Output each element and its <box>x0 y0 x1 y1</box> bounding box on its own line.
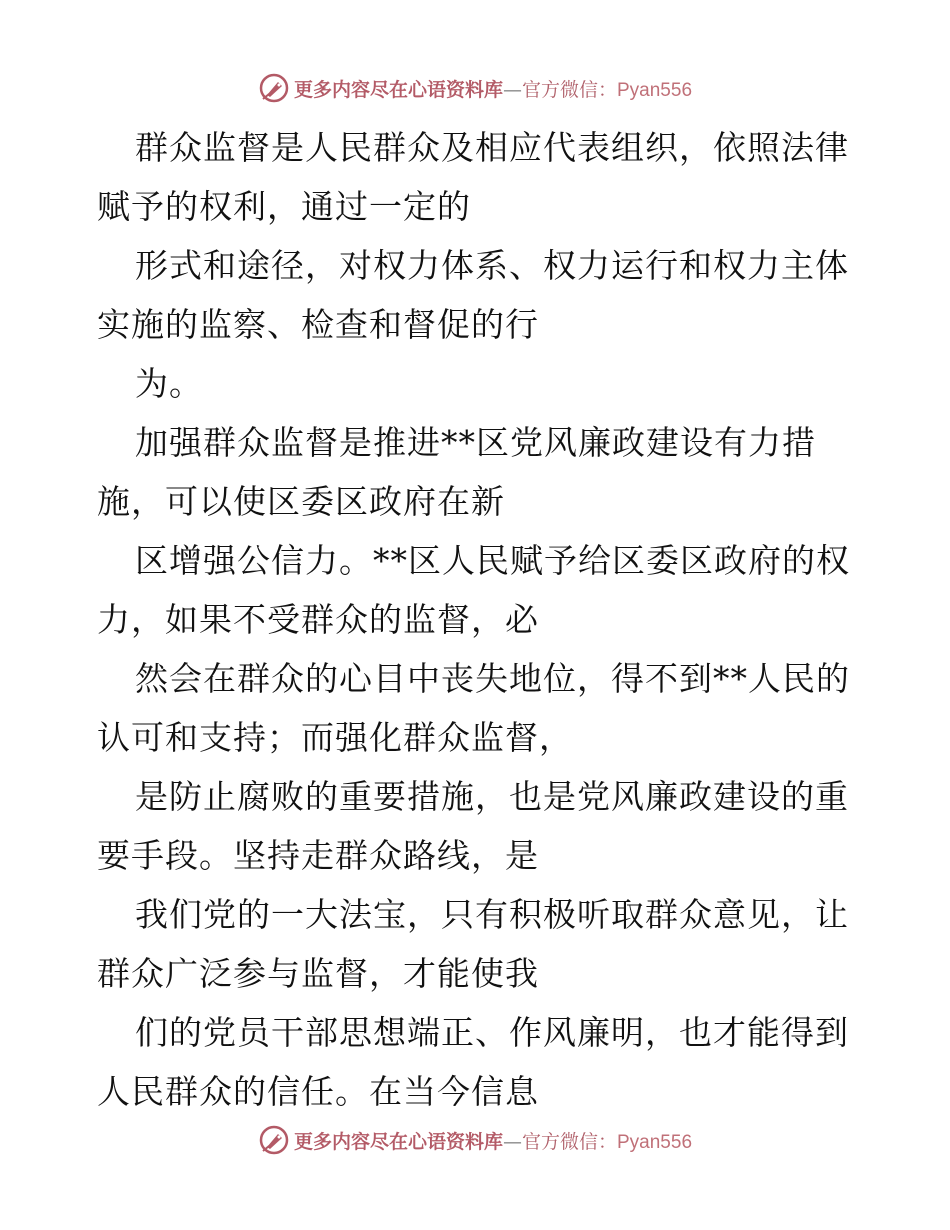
text-line: 我们党的一大法宝，只有积极听取群众意见，让 <box>135 895 849 934</box>
text-line: 加强群众监督是推进**区党风廉政建设有力措 <box>135 423 816 462</box>
text-line: 区增强公信力。**区人民赋予给区委区政府的权 <box>135 541 850 580</box>
banner-wechat-id: Pyan556 <box>617 79 693 101</box>
text-line: 力，如果不受群众的监督，必 <box>97 600 539 639</box>
text-line: 为。 <box>135 364 203 403</box>
banner-separator: — <box>502 78 522 101</box>
text-line: 要手段。坚持走群众路线，是 <box>97 836 539 875</box>
text-line: 是防止腐败的重要措施，也是党风廉政建设的重 <box>135 777 849 816</box>
document-body <box>97 118 857 1121</box>
banner-text <box>294 75 692 102</box>
text-line: 形式和途径，对权力体系、权力运行和权力主体 <box>135 246 849 285</box>
text-line: 们的党员干部思想端正、作风廉明，也才能得到 <box>135 1013 849 1052</box>
banner-brand: 更多内容尽在心语资料库 <box>293 78 503 101</box>
text-line: 施，可以使区委区政府在新 <box>97 482 505 521</box>
banner-separator: — <box>502 1130 522 1153</box>
banner-wechat-label: 官方微信： <box>521 78 617 101</box>
text-line: 赋予的权利，通过一定的 <box>97 187 471 226</box>
header-banner <box>0 70 950 106</box>
text-line: 认可和支持；而强化群众监督， <box>97 718 573 757</box>
text-line: 群众监督是人民群众及相应代表组织，依照法律 <box>135 128 849 167</box>
pen-nib-logo-icon <box>258 1124 290 1156</box>
text-line: 实施的监察、检查和督促的行 <box>97 305 539 344</box>
banner-text <box>294 1127 692 1154</box>
footer-banner <box>0 1122 950 1158</box>
banner-wechat-id: Pyan556 <box>617 1131 693 1153</box>
text-line: 群众广泛参与监督，才能使我 <box>97 954 539 993</box>
pen-nib-logo-icon <box>258 72 290 104</box>
text-line: 人民群众的信任。在当今信息 <box>97 1072 539 1111</box>
banner-brand: 更多内容尽在心语资料库 <box>293 1130 503 1153</box>
banner-wechat-label: 官方微信： <box>521 1130 617 1153</box>
text-line: 然会在群众的心目中丧失地位，得不到**人民的 <box>135 659 850 698</box>
